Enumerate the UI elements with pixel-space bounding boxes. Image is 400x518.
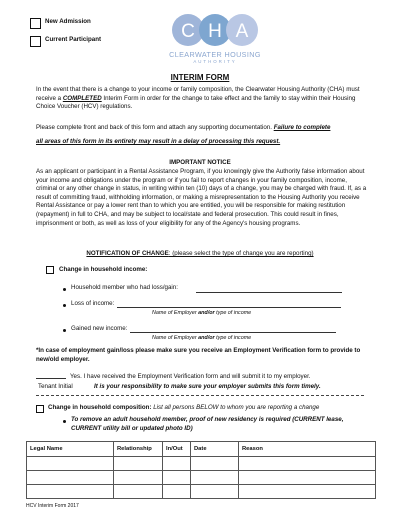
yes-text: Yes. I have received the Employment Verification form and will submit it to my employer. [70,373,311,380]
section-divider [36,395,364,396]
bullet [63,329,66,332]
notification-hint: : (please select the type of change you are reporting) [168,250,314,257]
header-in-out: In/Out [163,442,191,457]
logo-name: CLEARWATER HOUSING [169,50,261,59]
intro-paragraph [36,86,366,112]
notice-body: As an applicant or participant in a Rental Assistance Program, if you knowingly give the Authority false information about your income and obligations under the program or if you fail to report changes in your family composition, income, criminal or any other change in status, in writing within ten (10) days of a change, you may be charged with fraud. If, as a result of committing fraud, withholding information, or making a misrepresentation to the Housing Authority you receive Rental Assistance or pay a lower rent than to which you are entitled, you will be responsible for making restitution (repayment) in full to CHA, and may be subject to local/state and federal prosecution. This could result in fines, imprisonment or both, as well as loss of your eligibility for any of the Agency's housing programs. [36,168,367,227]
composition-bullet-2: CURRENT utility bill or updated photo ID) [71,425,193,432]
table-header-row [27,442,376,457]
gained-employer-hint [152,335,251,341]
household-table [26,441,376,499]
new-admission-checkbox[interactable] [30,18,41,29]
table-cell[interactable] [163,485,191,499]
loss-label: Loss of income: [71,300,115,307]
notice-title: IMPORTANT NOTICE [169,159,231,166]
intro-part1: In the event that there is a change to your income or family composition, the Clearwater Housing Authority (CHA) must receive a [36,86,360,102]
member-input[interactable] [196,292,342,293]
composition-title: Change in household composition: [48,404,152,411]
hint-a: Name of Employer [152,310,199,316]
income-change-checkbox[interactable] [46,266,54,274]
notification-label: NOTIFICATION OF CHANGE [86,250,169,257]
loss-input[interactable] [117,307,341,308]
hint-b: and/or [198,310,215,316]
table-cell[interactable] [191,457,239,471]
intro-completed: COMPLETED [62,94,102,102]
table-cell[interactable] [191,485,239,499]
table-cell[interactable] [27,457,114,471]
table-cell[interactable] [163,457,191,471]
bullet [63,304,66,307]
income-section-title: Change in household income: [59,266,148,273]
responsibility-text: It is your responsibility to make sure your employer submits this form timely. [94,383,321,390]
header-relationship: Relationship [114,442,163,457]
composition-bullet-1: To remove an adult household member, proof of new residency is required (CURRENT lease, [71,416,344,423]
table-cell[interactable] [27,485,114,499]
instructions-warning-2: all areas of this form in its entirety may result in a delay of processing this request. [36,138,281,145]
table-cell[interactable] [163,471,191,485]
current-participant-checkbox[interactable] [30,36,41,47]
tenant-initial-input[interactable] [36,378,66,379]
logo-letter-c: C [181,21,195,42]
table-cell[interactable] [239,485,376,499]
table-row [27,485,376,499]
table-cell[interactable] [239,471,376,485]
intro-part2: Interim Form in order for the change to take effect and the family to stay within their Housing Choice Voucher (HCV) regulations. [36,94,356,111]
header-legal-name: Legal Name [27,442,114,457]
form-title: INTERIM FORM [170,73,230,82]
tenant-initial-label: Tenant Initial [38,383,73,390]
cha-logo [150,8,280,68]
header-reason: Reason [239,442,376,457]
hint-a: Name of Employer [152,335,199,341]
new-admission-label: New Admission [45,18,91,25]
table-cell[interactable] [114,485,163,499]
composition-hint: List all persons BELOW to whom you are reporting a change [151,404,320,411]
member-label: Household member who had loss/gain: [71,284,178,291]
table-cell[interactable] [191,471,239,485]
instructions-text: Please complete front and back of this form and attach any supporting documentation. [36,124,272,131]
composition-change-checkbox[interactable] [36,405,44,413]
table-cell[interactable] [114,471,163,485]
table-row [27,471,376,485]
instructions [36,124,376,133]
composition-line [48,404,319,413]
table-cell[interactable] [27,471,114,485]
logo-letter-h: H [208,21,222,42]
table-cell[interactable] [114,457,163,471]
gained-label: Gained new income: [71,325,128,332]
header-date: Date [191,442,239,457]
current-participant-label: Current Participant [45,36,102,43]
table-row [27,457,376,471]
hint-c: type of income [214,310,252,316]
bullet [63,288,66,291]
footer: HCV Interim Form 2017 [26,503,79,509]
hint-b: and/or [198,335,215,341]
gained-input[interactable] [130,332,336,333]
table-cell[interactable] [239,457,376,471]
hint-c: type of income [214,335,252,341]
notification-line [0,250,400,259]
logo-letter-a: A [235,21,249,42]
loss-employer-hint [152,310,251,316]
logo-sub: AUTHORITY [193,59,237,64]
bullet [63,420,66,423]
instructions-warning-1: Failure to complete [273,124,331,131]
employment-note: *In case of employment gain/loss please make sure you receive an Employment Verification form to provide to new/old employer. [36,347,361,363]
